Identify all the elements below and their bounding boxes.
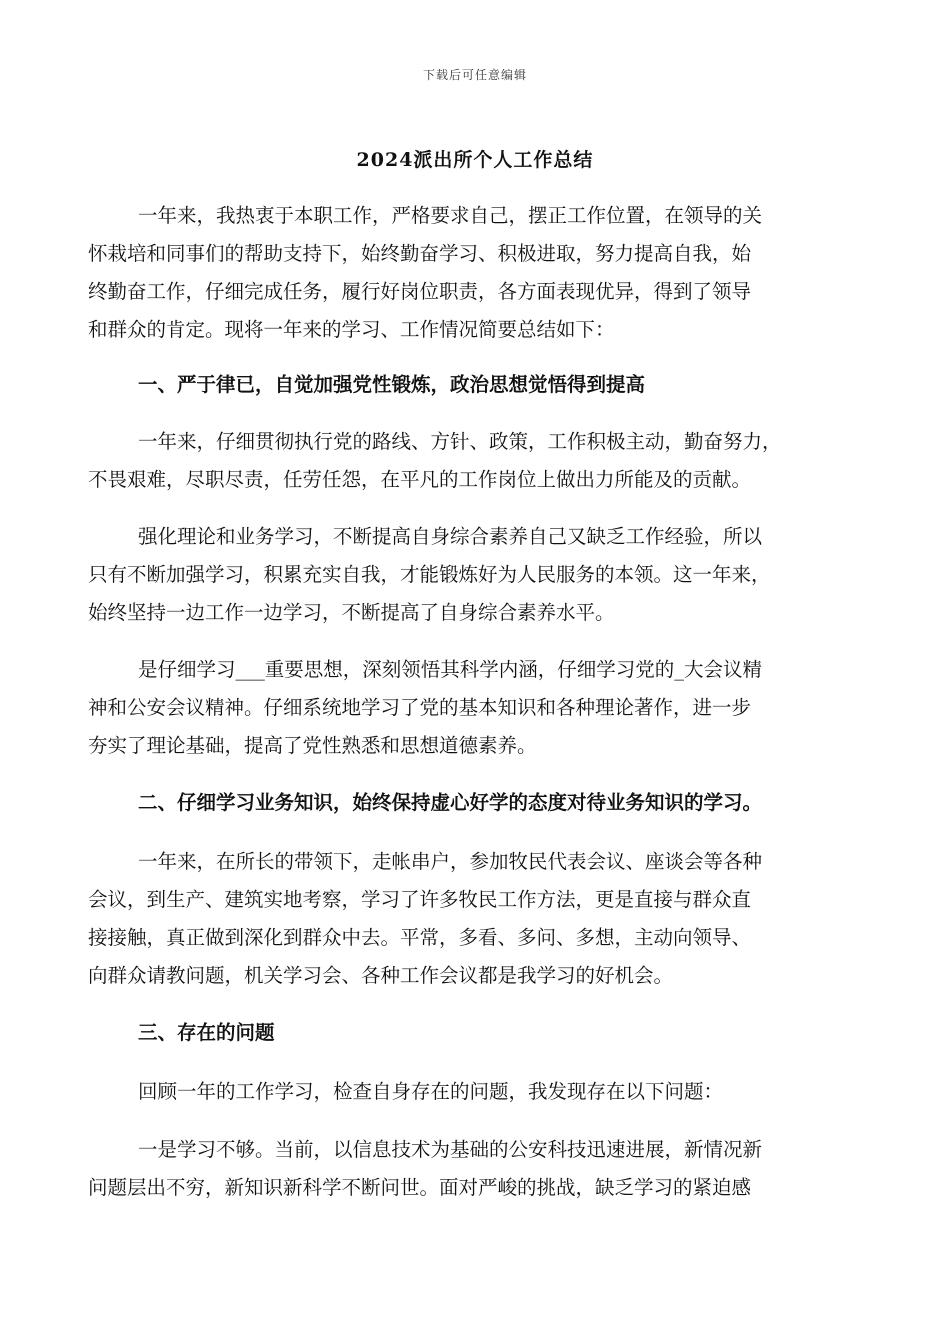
para3-line-2: 神和公安会议精神。仔细系统地学习了党的基本知识和各种理论著作，进一步 [88, 696, 752, 719]
section-heading-2: 二、仔细学习业务知识，始终保持虚心好学的态度对待业务知识的学习。 [138, 791, 763, 814]
paragraph-6 [88, 1131, 850, 1207]
para6-line-2: 问题层出不穷，新知识新科学不断问世。面对严峻的挑战，缺乏学习的紧迫感 [88, 1176, 752, 1199]
para2-line-1: 强化理论和业务学习，不断提高自身综合素养自己又缺乏工作经验，所以 [138, 525, 763, 548]
document-title: 2024派出所个人工作总结 [356, 149, 594, 171]
para4-line-4: 向群众请教问题，机关学习会、各种工作会议都是我学习的好机会。 [88, 964, 674, 987]
intro-paragraph [88, 197, 850, 349]
para6-line-1: 一是学习不够。当前，以信息技术为基础的公安科技迅速进展，新情况新 [138, 1138, 763, 1161]
para2-line-3: 始终坚持一边工作一边学习，不断提高了自身综合素养水平。 [88, 601, 615, 624]
para4-line-3: 接接触，真正做到深化到群众中去。平常，多看、多问、多想，主动向领导、 [88, 926, 752, 949]
para1-line-2: 不畏艰难，尽职尽责，任劳任怨，在平凡的工作岗位上做出力所能及的贡献。 [88, 468, 752, 491]
intro-line-3: 终勤奋工作，仔细完成任务，履行好岗位职责，各方面表现优异，得到了领导 [88, 280, 752, 303]
intro-line-4: 和群众的肯定。现将一年来的学习、工作情况简要总结如下： [88, 318, 615, 341]
para4-line-1: 一年来，在所长的带领下，走帐串户，参加牧民代表会议、座谈会等各种 [138, 850, 763, 873]
para5-line-1: 回顾一年的工作学习，检查自身存在的问题，我发现存在以下问题： [138, 1080, 724, 1103]
para3-line-1: 是仔细学习___重要思想，深刻领悟其科学内涵，仔细学习党的_大会议精 [138, 658, 763, 681]
header-note: 下载后可任意编辑 [422, 68, 527, 82]
para4-line-2: 会议，到生产、建筑实地考察，学习了许多牧民工作方法，更是直接与群众直 [88, 888, 752, 911]
para2-line-2: 只有不断加强学习，积累充实自我，才能锻炼好为人民服务的本领。这一年来， [88, 563, 771, 586]
paragraph-4 [88, 843, 850, 995]
paragraph-2 [88, 518, 850, 632]
paragraph-1 [88, 423, 850, 499]
paragraph-3 [88, 651, 850, 765]
section-heading-3: 三、存在的问题 [138, 1021, 275, 1044]
paragraph-5 [138, 1073, 850, 1111]
intro-line-2: 怀栽培和同事们的帮助支持下，始终勤奋学习、积极进取，努力提高自我，始 [88, 242, 752, 265]
section-heading-1: 一、严于律已，自觉加强党性锻炼，政治思想觉悟得到提高 [138, 373, 646, 396]
para3-line-3: 夯实了理论基础，提高了党性熟悉和思想道德素养。 [88, 734, 537, 757]
para1-line-1: 一年来，仔细贯彻执行党的路线、方针、政策，工作积极主动，勤奋努力， [138, 430, 782, 453]
intro-line-1: 一年来，我热衷于本职工作，严格要求自己，摆正工作位置，在领导的关 [138, 204, 763, 227]
